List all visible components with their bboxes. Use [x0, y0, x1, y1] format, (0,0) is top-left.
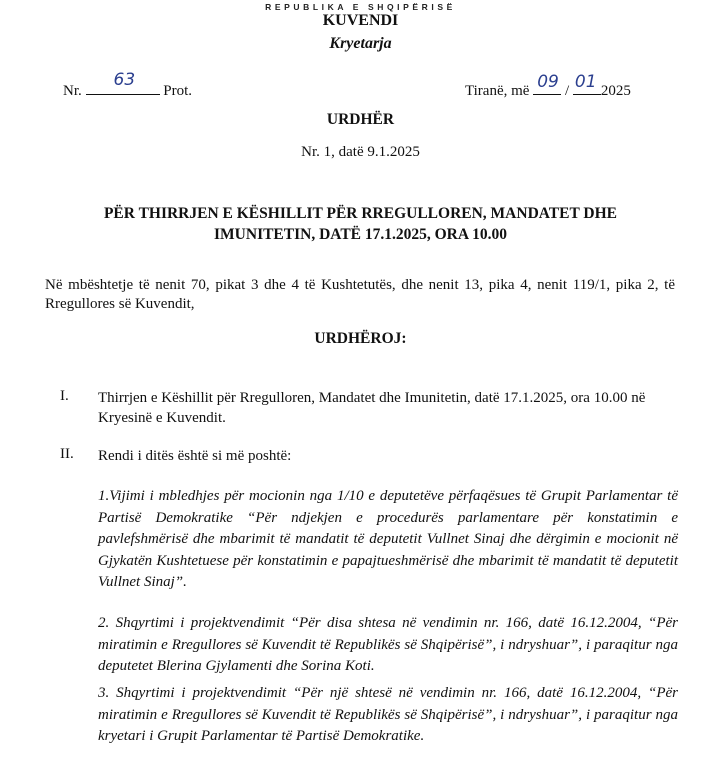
agenda-item-3: 3. Shqyrtimi i projektvendimit “Për një shtesë në vendimin nr. 166, datë 16.12.2004, “Për miratimin e Rregullores së Kuvendit të Republikës së Shqipërisë”, i ndryshuar”, i paraqitur nga kryetari i Grupit Parlamentar të Partisë Demokratike. [98, 685, 678, 744]
place-prefix: Tiranë, më [465, 83, 530, 99]
day-field [533, 72, 561, 95]
agenda-item-1: 1.Vijimi i mbledhjes për mocionin nga 1/10 e deputetëve përfaqësues të Grupit Parlamentar të Partisë Demokratike “Për ndjekjen e procedurës parlamentare për konstatimin e pavlefshmërisë dhe mbarimit të mandatit të deputetit Vullnet Sinaj dhe dërgimin e mocionit në Gjykatën Kushtetuese për konstatimin e papajtueshmërisë dhe mbarimit të mandatit të deputetit Vullnet Sinaj”. [98, 488, 678, 590]
office-name: Kryetarja [329, 35, 392, 52]
nr-field [86, 70, 160, 95]
order-heading: URDHËROJ: [314, 330, 407, 347]
section-numeral-1: I. [60, 388, 69, 404]
section-text-2: Rendi i ditës është si më poshtë: [98, 448, 292, 464]
prot-label: Prot. [163, 83, 193, 99]
protocol-number [63, 70, 193, 100]
section-text-1: Thirrjen e Këshillit për Rregulloren, Mandatet dhe Imunitetin, datë 17.1.2025, ora 10.00 në Kryesinë e Kuvendit. [98, 390, 646, 426]
date-separator: / [564, 83, 570, 99]
document-number-date: Nr. 1, datë 9.1.2025 [301, 144, 420, 160]
title-line-1: PËR THIRRJEN E KËSHILLIT PËR RREGULLOREN, MANDATET DHE [103, 205, 618, 222]
section-numeral-2: II. [60, 446, 74, 462]
month-handwritten: 01 [574, 72, 597, 92]
document-type: URDHËR [326, 111, 395, 128]
year: 2025 [600, 83, 631, 99]
place-date [465, 72, 631, 100]
institution-name: KUVENDI [322, 12, 399, 29]
day-handwritten: 09 [537, 72, 559, 92]
nr-label: Nr. [63, 83, 82, 99]
republic-header: REPUBLIKA E SHQIPËRISË [265, 2, 456, 12]
agenda-item-2: 2. Shqyrtimi i projektvendimit “Për disa shtesa në vendimin nr. 166, datë 16.12.2004, “Për miratimin e Rregullores së Kuvendit të Republikës së Shqipërisë”, i ndryshuar”, i paraqitur nga deputetet Blerina Gjylamenti dhe Sorina Koti. [98, 615, 678, 674]
title-line-2: IMUNITETIN, DATË 17.1.2025, ORA 10.00 [214, 226, 507, 243]
preamble: Në mbështetje të nenit 70, pikat 3 dhe 4 të Kushtetutës, dhe nenit 13, pika 4, nenit 119/1, pika 2, të Rregullores së Kuvendit, [45, 277, 675, 312]
document-title [0, 203, 721, 245]
month-field [573, 72, 601, 95]
nr-handwritten-value: 63 [113, 70, 136, 90]
